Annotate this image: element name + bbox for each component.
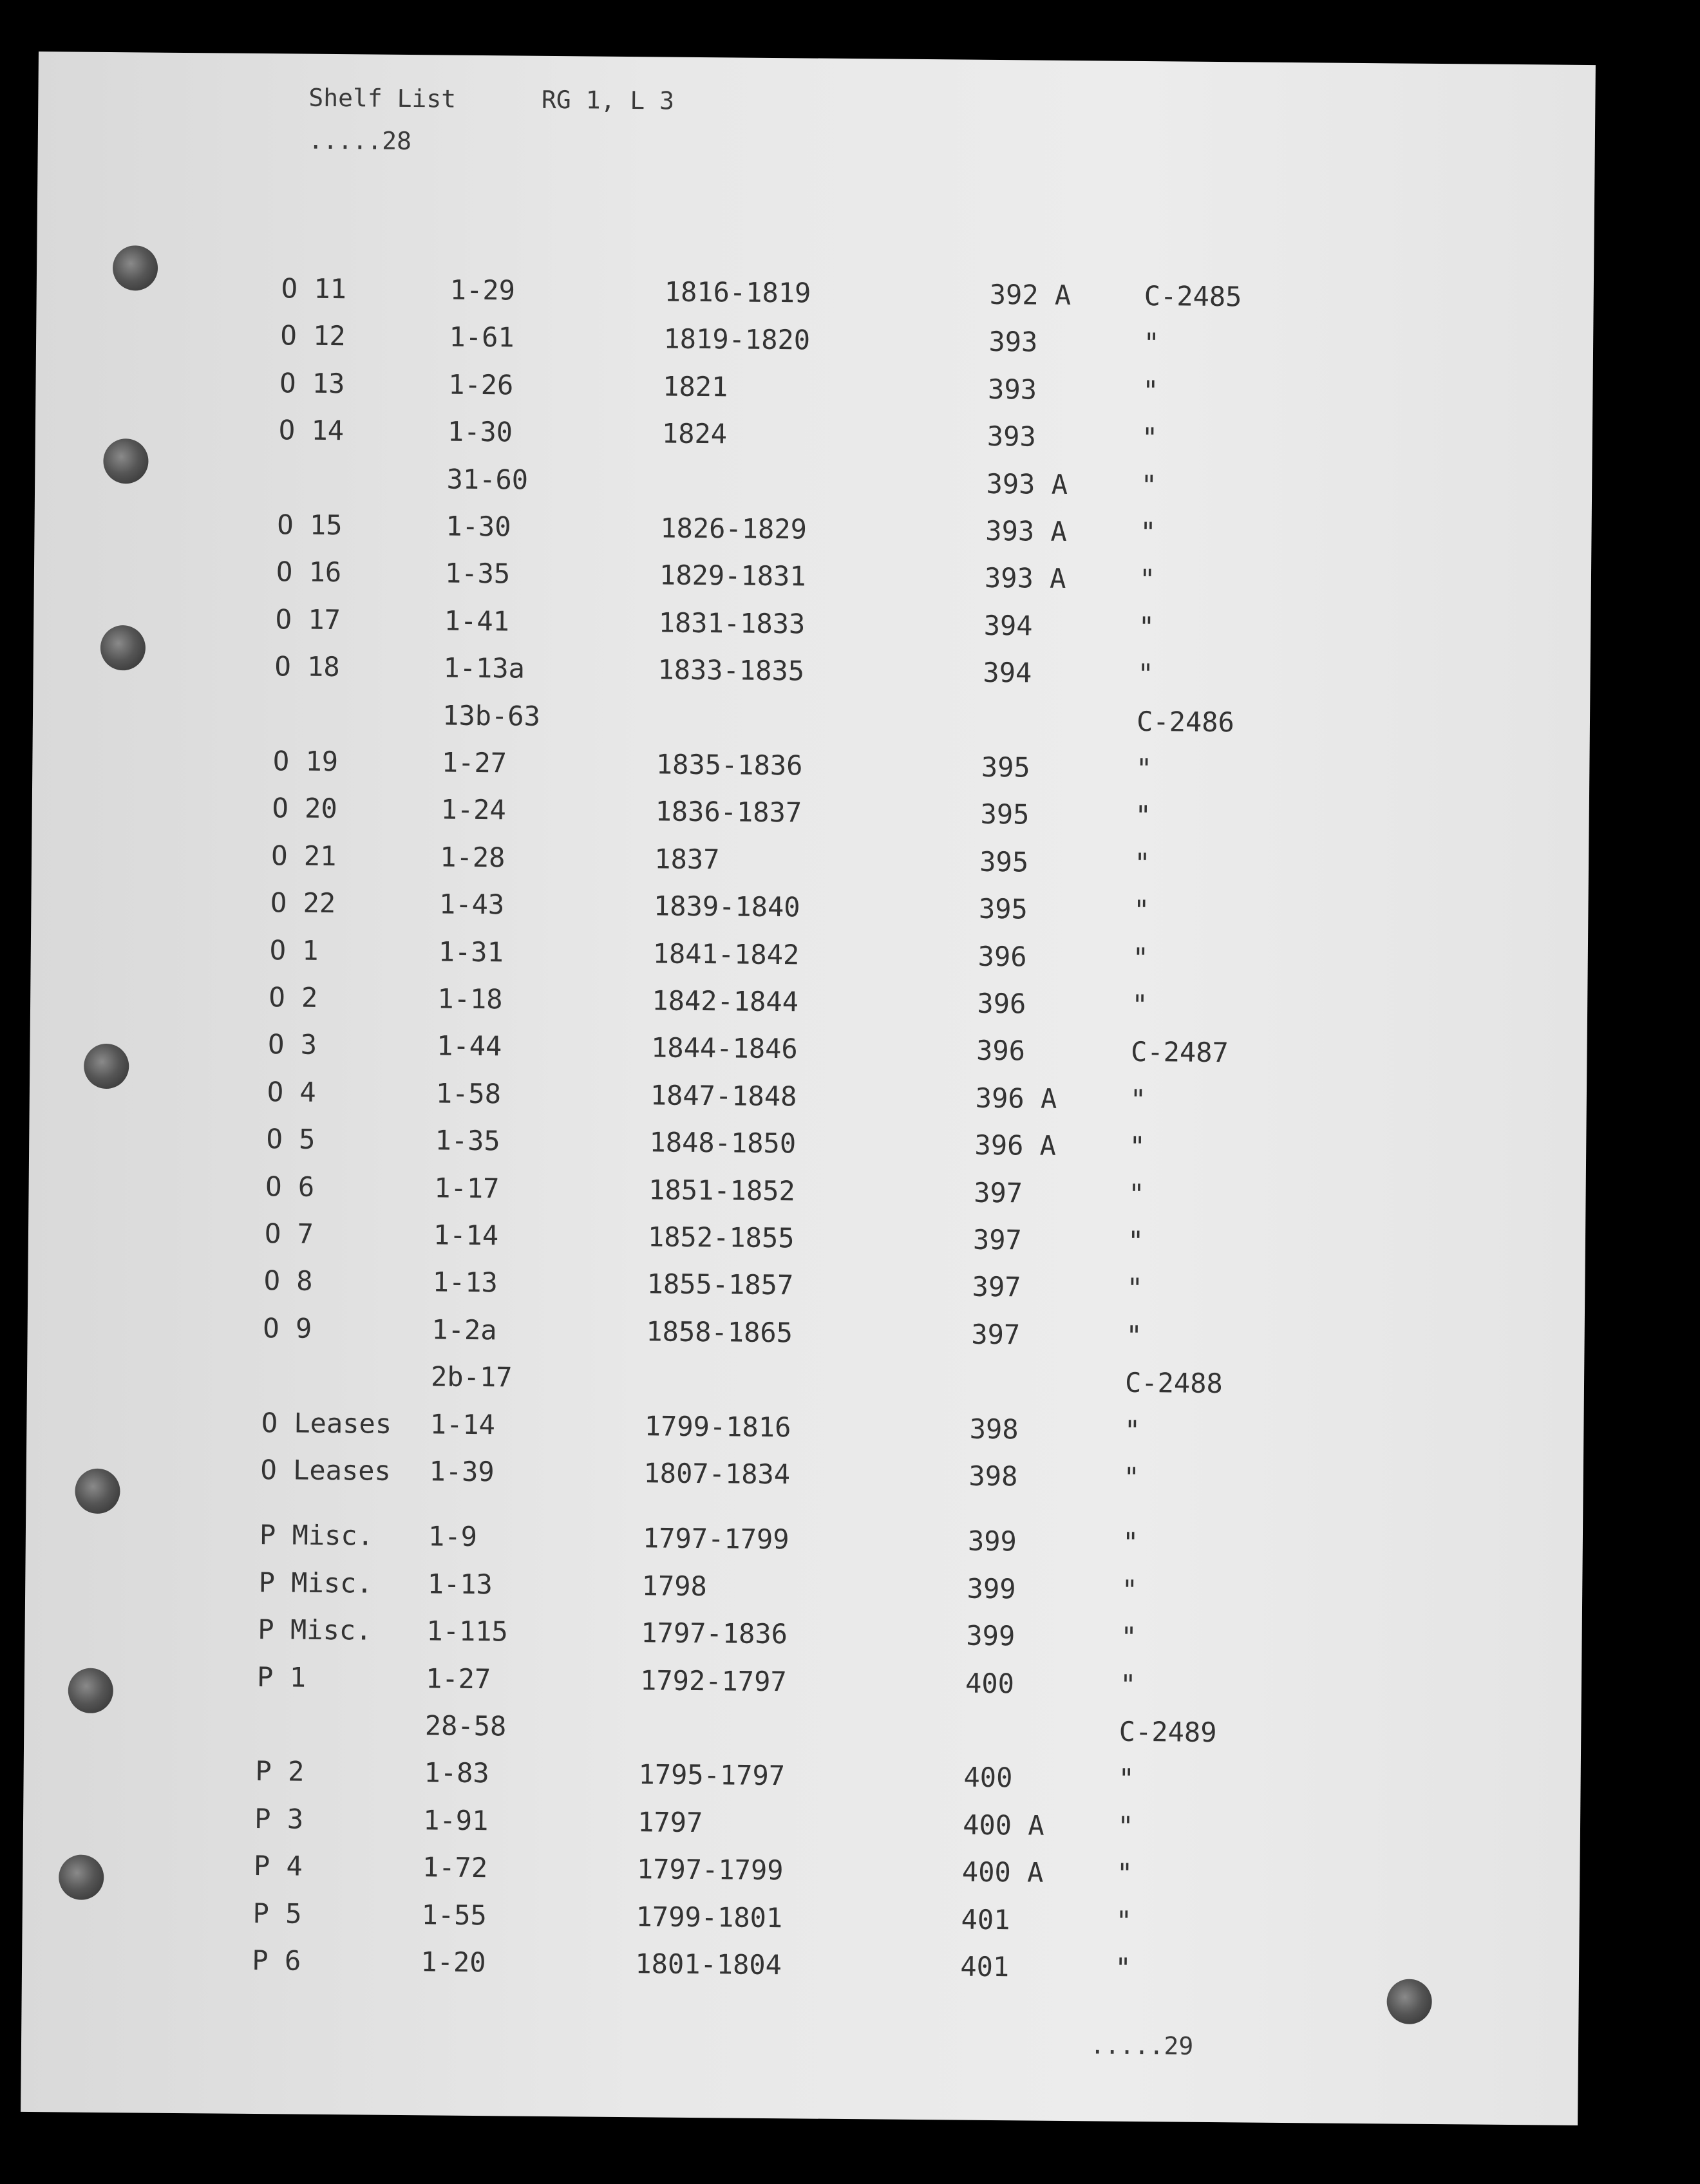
table-row <box>256 1708 1217 1749</box>
series-cell: O 5 <box>266 1123 316 1155</box>
dates-cell: 1835-1836 <box>656 748 803 782</box>
reference-cell: " <box>1115 1905 1133 1937</box>
table-row <box>274 650 1154 690</box>
range-cell: 1-115 <box>426 1615 509 1648</box>
dates-cell: 1826-1829 <box>660 512 808 545</box>
series-cell: O 14 <box>278 414 345 447</box>
table-row <box>256 1661 1137 1700</box>
reference-cell: " <box>1120 1621 1137 1653</box>
box-cell: 396 <box>976 1035 1026 1067</box>
reference-cell: " <box>1129 1131 1146 1163</box>
reference-cell: " <box>1141 422 1158 454</box>
range-cell: 1-27 <box>441 746 507 779</box>
series-cell: O 15 <box>277 509 343 541</box>
box-cell: 396 <box>977 987 1026 1020</box>
dates-cell: 1836-1837 <box>655 795 802 829</box>
table-row <box>271 839 1151 879</box>
dates-cell: 1819-1820 <box>663 323 811 356</box>
punch-hole <box>100 625 146 671</box>
range-cell: 1-55 <box>421 1898 487 1931</box>
range-cell: 1-17 <box>434 1172 500 1204</box>
box-cell: 400 <box>965 1667 1015 1699</box>
range-cell: 1-72 <box>422 1851 488 1884</box>
series-cell: P 3 <box>254 1802 304 1835</box>
table-row <box>267 1028 1229 1069</box>
series-cell: O 7 <box>264 1218 314 1250</box>
punch-hole <box>113 245 158 291</box>
reference-cell: " <box>1126 1319 1142 1351</box>
dates-cell: 1799-1816 <box>644 1409 791 1443</box>
dates-cell: 1797 <box>638 1806 703 1838</box>
box-cell: 398 <box>969 1413 1019 1445</box>
range-cell: 1-14 <box>433 1219 499 1252</box>
dates-cell: 1851-1852 <box>648 1173 796 1207</box>
series-cell: P 1 <box>256 1661 307 1693</box>
reference-cell: " <box>1140 516 1157 549</box>
table-row <box>269 934 1149 974</box>
box-cell: 399 <box>967 1525 1017 1558</box>
table-row <box>254 1802 1134 1842</box>
series-cell: O 9 <box>263 1312 312 1344</box>
range-cell: 1-9 <box>428 1520 478 1553</box>
series-cell: O 11 <box>281 272 347 305</box>
reference-cell: " <box>1128 1178 1145 1210</box>
reference-cell: " <box>1140 469 1158 501</box>
dates-cell: 1797-1836 <box>641 1617 788 1650</box>
series-cell: O 4 <box>267 1075 316 1108</box>
dates-cell: 1848-1850 <box>649 1126 797 1160</box>
table-row <box>252 1897 1133 1937</box>
shelf-list-table <box>37 270 1594 1984</box>
series-cell: P 5 <box>252 1897 302 1930</box>
series-cell: O 2 <box>269 981 318 1013</box>
reference-cell: " <box>1131 988 1148 1021</box>
dates-cell: 1842-1844 <box>652 984 799 1018</box>
range-cell: 1-43 <box>439 888 505 921</box>
range-cell: 28-58 <box>424 1709 507 1742</box>
box-cell: 392 A <box>989 278 1072 312</box>
reference-cell: " <box>1123 1461 1140 1494</box>
reference-cell: C-2485 <box>1144 279 1242 313</box>
reference-cell: " <box>1132 941 1149 974</box>
series-cell: O Leases <box>260 1454 392 1487</box>
box-cell: 395 <box>978 892 1028 925</box>
range-cell: 1-20 <box>420 1946 486 1979</box>
box-cell: 394 <box>983 609 1033 642</box>
range-cell: 1-30 <box>446 510 511 543</box>
box-cell: 397 <box>974 1176 1023 1209</box>
box-cell: 400 A <box>962 1809 1044 1841</box>
series-cell: O 19 <box>272 745 339 778</box>
reference-cell: " <box>1126 1272 1144 1304</box>
reference-cell: C-2486 <box>1136 705 1235 738</box>
dates-cell: 1852-1855 <box>647 1221 795 1254</box>
box-cell: 396 A <box>975 1082 1057 1115</box>
reference-cell: " <box>1121 1574 1138 1606</box>
series-cell: P 4 <box>253 1850 303 1882</box>
table-row <box>261 1406 1141 1446</box>
reference-cell: " <box>1133 894 1150 927</box>
punch-hole <box>103 438 149 484</box>
dates-cell: 1799-1801 <box>636 1900 783 1934</box>
box-cell: 394 <box>983 657 1032 689</box>
dates-cell: 1833-1835 <box>657 654 805 687</box>
box-cell: 393 <box>987 420 1036 453</box>
reference-cell: " <box>1122 1527 1139 1559</box>
table-row <box>266 1123 1146 1163</box>
dates-cell: 1798 <box>641 1570 708 1602</box>
series-cell: O 6 <box>265 1170 315 1203</box>
range-cell: 1-18 <box>437 983 503 1015</box>
series-cell: O 17 <box>275 603 341 635</box>
series-cell: O 20 <box>272 792 337 825</box>
dates-cell: 1816-1819 <box>664 276 811 309</box>
box-cell: 399 <box>967 1572 1016 1605</box>
table-row <box>276 556 1156 596</box>
series-cell: P Misc. <box>258 1566 373 1599</box>
range-cell: 2b-17 <box>430 1360 513 1393</box>
range-cell: 1-35 <box>435 1124 500 1157</box>
punch-hole <box>75 1469 120 1514</box>
box-cell: 395 <box>979 845 1029 878</box>
range-cell: 1-39 <box>429 1455 495 1488</box>
continued-from: .....28 <box>308 126 412 156</box>
dates-cell: 1797-1799 <box>642 1522 789 1556</box>
range-cell: 1-91 <box>423 1804 489 1836</box>
dates-cell: 1829-1831 <box>659 559 806 592</box>
dates-cell: 1858-1865 <box>646 1315 793 1349</box>
dates-cell: 1844-1846 <box>650 1031 798 1065</box>
range-cell: 1-61 <box>449 321 515 353</box>
series-cell: O Leases <box>261 1406 392 1440</box>
range-cell: 13b-63 <box>442 699 541 732</box>
table-row <box>258 1566 1138 1606</box>
table-row <box>277 509 1157 549</box>
box-cell: 401 <box>961 1903 1010 1935</box>
series-cell: P 6 <box>252 1944 301 1977</box>
reference-cell: " <box>1127 1225 1144 1257</box>
box-cell: 395 <box>981 751 1030 784</box>
series-cell: P 2 <box>255 1755 305 1788</box>
dates-cell: 1792-1797 <box>639 1664 787 1697</box>
dates-cell: 1801-1804 <box>635 1948 782 1981</box>
range-cell: 1-13a <box>443 652 525 684</box>
table-row <box>280 319 1160 359</box>
series-cell: O 3 <box>267 1028 317 1061</box>
dates-cell: 1824 <box>661 417 728 450</box>
box-cell: 400 <box>963 1762 1013 1794</box>
box-cell: 393 <box>987 373 1037 406</box>
record-group: RG 1, L 3 <box>541 85 675 115</box>
dates-cell: 1795-1797 <box>638 1758 786 1792</box>
title-text: Shelf List <box>308 83 457 113</box>
range-cell: 1-13 <box>427 1568 493 1601</box>
table-row <box>272 745 1153 785</box>
box-cell: 397 <box>972 1271 1021 1303</box>
reference-cell: " <box>1117 1810 1134 1842</box>
range-cell: 1-27 <box>425 1662 491 1695</box>
series-cell: O 8 <box>263 1265 313 1297</box>
table-row <box>255 1755 1135 1795</box>
table-row <box>270 887 1150 927</box>
range-cell: 1-24 <box>440 793 506 826</box>
punch-hole <box>59 1854 104 1900</box>
reference-cell: " <box>1119 1668 1137 1700</box>
series-cell: O 1 <box>269 934 319 966</box>
range-cell: 1-2a <box>431 1313 497 1346</box>
table-row <box>267 1075 1147 1115</box>
dates-cell: 1837 <box>654 843 720 876</box>
range-cell: 1-41 <box>444 605 510 637</box>
range-cell: 1-35 <box>444 557 511 590</box>
box-cell: 393 A <box>985 514 1067 547</box>
dates-cell: 1831-1833 <box>658 607 806 640</box>
continued-to: .....29 <box>1090 2031 1194 2060</box>
range-cell: 1-58 <box>435 1077 502 1110</box>
dates-cell: 1847-1848 <box>650 1079 797 1113</box>
reference-cell: " <box>1143 327 1160 359</box>
series-cell: O 16 <box>276 556 342 588</box>
table-row <box>265 1170 1145 1210</box>
reference-cell: " <box>1137 658 1154 690</box>
table-row <box>260 1454 1140 1494</box>
reference-cell: C-2487 <box>1130 1036 1229 1069</box>
range-cell: 1-83 <box>424 1756 489 1789</box>
box-cell: 393 A <box>984 562 1066 595</box>
range-cell: 1-29 <box>449 274 516 306</box>
range-cell: 1-30 <box>447 415 513 448</box>
series-cell: O 18 <box>274 650 340 683</box>
series-cell: O 12 <box>280 319 346 352</box>
punch-hole <box>84 1044 129 1089</box>
series-cell: O 21 <box>271 839 337 872</box>
series-cell: P Misc. <box>258 1614 372 1646</box>
punch-hole <box>68 1668 113 1713</box>
reference-cell: " <box>1134 847 1151 879</box>
box-cell: 400 A <box>961 1856 1044 1888</box>
series-cell: P Misc. <box>259 1519 374 1552</box>
table-row <box>279 367 1159 406</box>
reference-cell: C-2488 <box>1124 1366 1223 1400</box>
reference-cell: " <box>1115 1952 1131 1984</box>
reference-cell: C-2489 <box>1119 1715 1217 1749</box>
range-cell: 1-26 <box>448 368 514 401</box>
dates-cell: 1821 <box>662 370 728 403</box>
reference-cell: " <box>1116 1857 1133 1890</box>
reference-cell: " <box>1135 800 1152 832</box>
box-cell: 396 <box>978 940 1027 973</box>
dates-cell: 1839-1840 <box>653 890 800 923</box>
reference-cell: " <box>1138 610 1155 643</box>
reference-cell: " <box>1118 1763 1135 1795</box>
reference-cell: " <box>1135 752 1153 785</box>
box-cell: 399 <box>966 1619 1015 1652</box>
range-cell: 1-14 <box>430 1407 496 1440</box>
reference-cell: " <box>1129 1083 1147 1115</box>
range-cell: 1-31 <box>438 936 504 968</box>
box-cell: 395 <box>980 798 1030 831</box>
range-cell: 1-13 <box>432 1266 498 1299</box>
box-cell: 397 <box>971 1318 1021 1351</box>
range-cell: 1-28 <box>440 841 505 874</box>
punch-hole <box>1386 1979 1432 2024</box>
range-cell: 31-60 <box>446 463 529 496</box>
box-cell: 393 A <box>986 467 1068 500</box>
dates-cell: 1807-1834 <box>643 1457 791 1491</box>
range-cell: 1-44 <box>436 1030 502 1062</box>
box-cell: 398 <box>968 1460 1018 1492</box>
document-page <box>21 52 1596 2125</box>
series-cell: O 13 <box>279 367 345 399</box>
dates-cell: 1797-1799 <box>636 1853 784 1887</box>
reference-cell: " <box>1142 374 1159 406</box>
box-cell: 401 <box>960 1950 1010 1983</box>
reference-cell: " <box>1124 1414 1141 1446</box>
table-row <box>262 1359 1223 1400</box>
shelf-list-title <box>308 84 674 115</box>
box-cell: 393 <box>988 326 1038 358</box>
reference-cell: " <box>1138 563 1156 596</box>
box-cell: 396 A <box>974 1129 1057 1162</box>
series-cell: O 22 <box>270 887 336 919</box>
dates-cell: 1841-1842 <box>652 937 800 970</box>
box-cell: 397 <box>972 1223 1023 1256</box>
table-row <box>275 603 1155 643</box>
dates-cell: 1855-1857 <box>647 1268 794 1301</box>
table-row <box>263 1265 1144 1304</box>
